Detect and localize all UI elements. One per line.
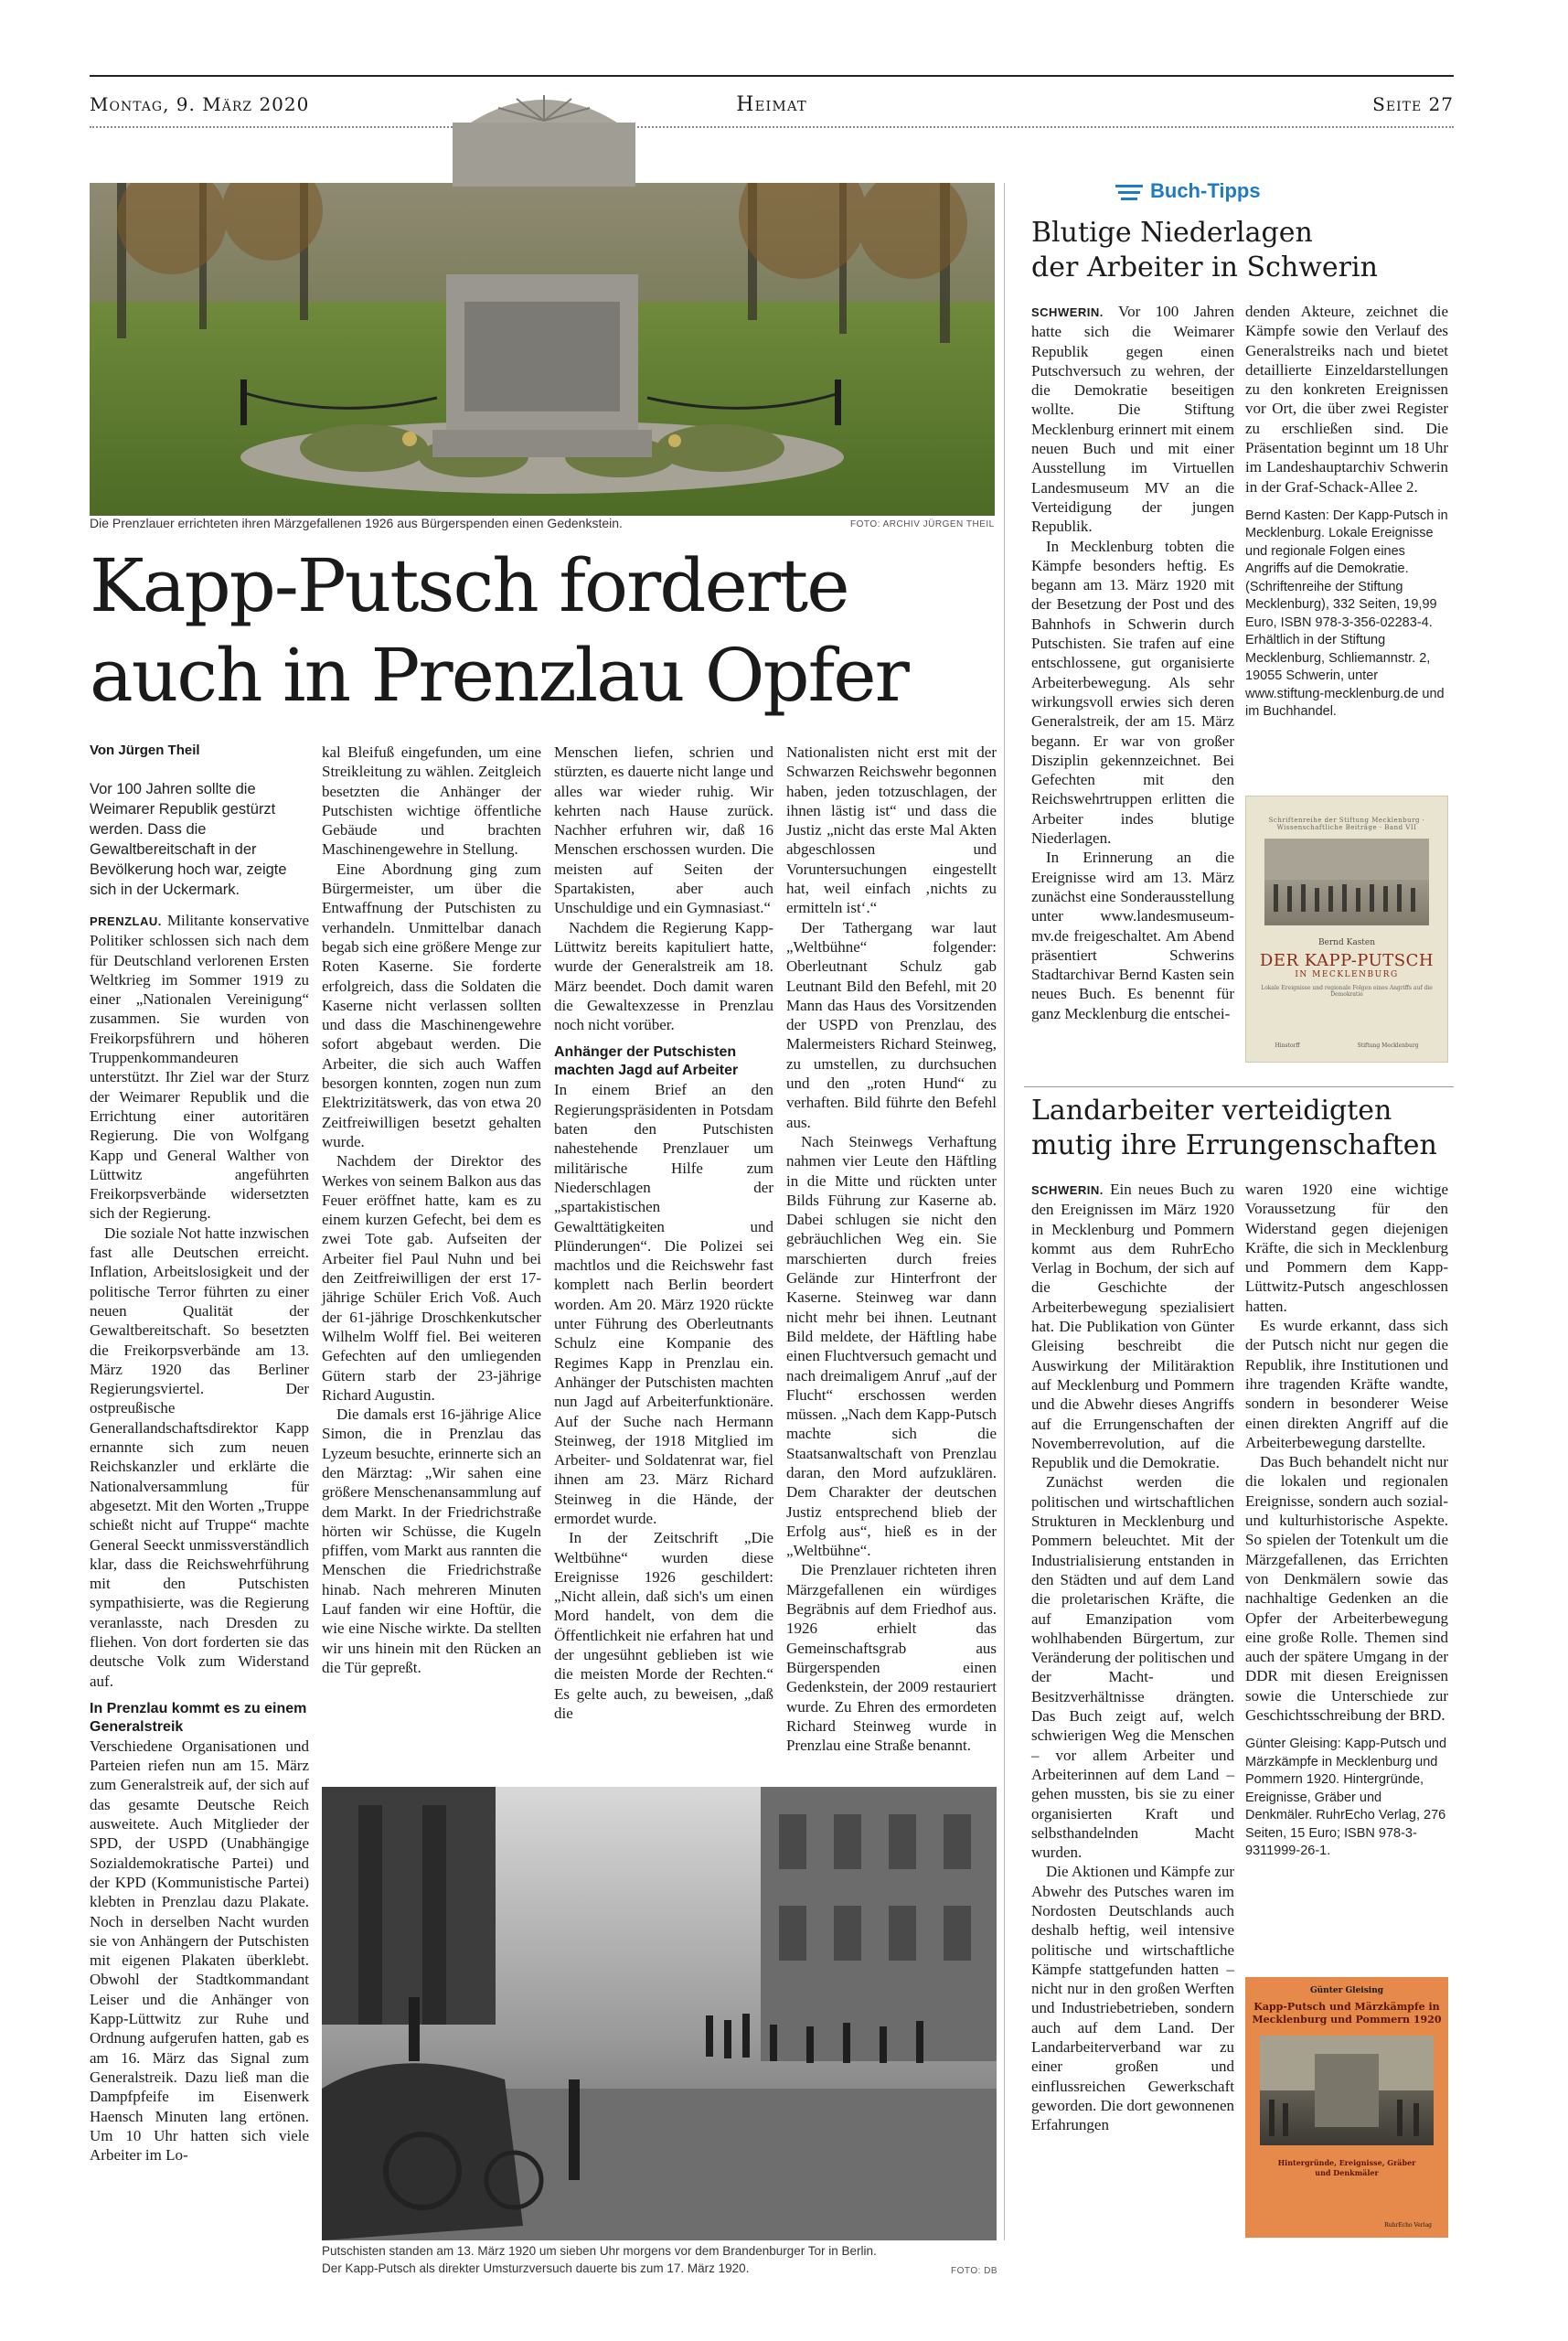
paragraph: waren 1920 eine wichtige Voraussetzung für den Widerstand gegen diejenigen Kräfte, die sich in Mecklenburg und Pommern dem Kapp-Lüttwitz-Putsch angeschlossen hatten. <box>1245 1181 1448 1315</box>
sidebar-story1-column-1 <box>1031 302 1234 1023</box>
paragraph: Nachdem der Direktor des Werkes von seinem Balkon aus das Feuer eröffnet hatte, kam es zu einem kurzen Gefecht, bei dem es zwei Tote gab. Aufseiten der Arbeiter fiel Paul Nuhn und bei den Zeitfreiwilligen der erst 17-jährige Schüler Erich Voß. Auch der 61-jährige Droschkenkutscher Wilhelm Wolff fiel. Bei weiteren Gefechten auf den umliegenden Gütern starb der 23-jährige Richard Augustin. <box>322 1152 541 1404</box>
photo2-caption-line-2: Der Kapp-Putsch als direkter Umsturzversuch dauerte bis zum 17. März 1920. <box>322 2261 750 2275</box>
paragraph <box>1031 1180 1234 1472</box>
dateline: SCHWERIN. <box>1031 305 1104 319</box>
paragraph-text: Vor 100 Jahren hatte sich die Weimarer Republik gegen einen Putschversuch zu wehren, der die Demokratie beseitigen wollte. Die Stiftung Mecklenburg erinnert mit einem neuen Buch und mit einer Ausstellung im Virtuellen Landesmuseum MV an die Verteidigung der jungen Republik. <box>1031 303 1234 536</box>
paragraph: Nachdem die Regierung Kapp-Lüttwitz bereits kapituliert hatte, wurde der Generalstreik am 18. März beendet. Doch damit waren die Gewaltexzesse in Prenzlau noch nicht vorüber. <box>554 918 773 1034</box>
cover-title <box>1245 2001 1448 2026</box>
article-headline <box>90 541 1004 721</box>
paragraph: In einem Brief an den Regierungspräsidenten in Potsdam baten den Putschisten nahestehende Prenzlauer um militärische Hilfe zum Niederschlagen der „spartakistischen Gewalttätigkeiten und Plünderungen“. Die Polizei sei machtlos und die Reichswehr fast komplett nach Berlin beordert worden. Am 20. März 1920 rückte unter Führung des Oberleutnants Schulz eine Kompanie des Regimes Kapp in Prenzlau ein. Anhänger der Putschisten machten nun Jagd auf Arbeiterfunktionäre. Auf der Suche nach Hermann Steinweg, der 1918 Mitglied im Arbeiter- und Soldatenrat war, fiel ihnen am 23. März Richard Steinweg in die Hände, der ermordet wurde. <box>554 1081 773 1527</box>
sidebar-story2-column-2 <box>1245 1180 1448 1861</box>
paragraph: Die soziale Not hatte inzwischen fast alle Deutschen erreicht. Inflation, Arbeitslosigkeit und der politische Terror führten zu einer neuen Qualität der Gewaltbereitschaft. So besetzten die Freikorpsverbände am 13. März 1920 das Berliner Regierungsviertel. Der ostpreußische Generallandschaftsdirektor Kapp ernannte sich zum neuen Reichskanzler und erklärte die Nationalversammlung für abgesetzt. Mit den Worten „Truppe schießt nicht auf Truppe“ machte General Seeckt unmissverständlich klar, dass die Reichswehrführung mit den Putschisten sympathisierte, was die Regierung veranlasste, nach Dresden zu fliehen. Von dort forderten sie das deutsche Volk zum Widerstand auf. <box>90 1224 309 1690</box>
photo2-caption <box>322 2242 998 2277</box>
cover-publisher-2: Stiftung Mecklenburg <box>1357 1042 1419 1049</box>
buch-tipps-label: Buch-Tipps <box>1150 179 1261 202</box>
paragraph: Die Aktionen und Kämpfe zur Abwehr des Putsches waren im Nordosten Deutschlands auch deshalb heftig, weil intensive politische und wirtschaftliche Kämpfe stattgefunden hatten – nicht nur in den großen Werften und Industriebetrieben, sondern auch auf dem Land. Der Landarbeiterverband war zu einer großen und einflussreichen Gewerkschaft geworden. Die dort gewonnenen Erfahrungen <box>1031 1863 1234 2134</box>
paragraph: In Mecklenburg tobten die Kämpfe besonders heftig. Es begann am 13. März 1920 mit der Besetzung der Post und des Bahnhofs in Schwerin durch Putschisten. Sie trafen auf eine entschlossene, gut organisierte Arbeiterbewegung. Als sehr wirkungsvoll erwies sich deren Generalstreik, der am 15. März begann. Er war von großer Disziplin gekennzeichnet. Bei Gefechten mit den Reichswehrtruppen erlitten die Arbeiter indes blutige Niederlagen. <box>1031 537 1234 848</box>
byline: Von Jürgen Theil <box>90 743 200 758</box>
header-dotted-rule <box>90 126 1454 128</box>
article-column-3 <box>554 743 773 1723</box>
sidebar-story2-column-1 <box>1031 1180 1234 2135</box>
paragraph-text: Militante konservative Politiker schlossen sich nach dem für Deutschland verlorenen Ersten Weltkrieg im Sommer 1919 zu einer „Nationalen Vereinigung“ zusammen. Sie wurden von Freikorpsführern und höheren Truppenkommandeuren unterstützt. Ihr Ziel war der Sturz der Weimarer Republik und die Errichtung einer autoritären Regierung. Die von Wolfgang Kapp und General Walther von Lüttwitz angeführten Freikorpsverbände widersetzten sich der Regierung. <box>90 912 310 1223</box>
paragraph: Die Prenzlauer richteten ihren Märzgefallenen ein würdiges Begräbnis auf dem Friedhof aus. 1926 erhielt das Gemeinschaftsgrab aus Bürgerspenden einen Gedenkstein, der 2009 restauriert wurde. Zu Ehren des ermordeten Richard Steinweg wurde in Prenzlau eine Straße benannt. <box>786 1561 997 1755</box>
headline-line-2: der Arbeiter in Schwerin <box>1031 251 1378 283</box>
headline-line-2: auch in Prenzlau Opfer <box>90 633 908 718</box>
memorial-stone-top <box>439 86 649 187</box>
cover-description: Lokale Ereignisse und regionale Folgen eines Angriffs auf die Demokratie <box>1261 985 1433 998</box>
sidebar-divider <box>1004 183 1005 2240</box>
sidebar-separator <box>1024 1086 1454 1087</box>
paragraph: Das Buch behandelt nicht nur die lokalen und regionalen Ereignisse, sondern auch sozial- und kulturhistorische Aspekte. So spielen der Totenkult um die Märzgefallenen, das Errichten von Denkmälern sowie das nachhaltige Gedenken an die Opfer der Arbeiterbewegung eine große Rolle. Themen sind auch der spätere Umgang in der DDR mit diesen Ereignissen sowie die Unterschiede zur Geschichtsschreibung der BRD. <box>1245 1453 1448 1725</box>
cover-publishers <box>1246 1042 1447 1049</box>
photo1-caption: Die Prenzlauer errichteten ihren Märzgefallenen 1926 aus Bürgerspenden einen Gedenkstein. <box>90 516 623 530</box>
book-info: Günter Gleising: Kapp-Putsch und Märzkämpfe in Mecklenburg und Pommern 1920. Hintergründe, Ereignisse, Gräber und Denkmäler. RuhrEcho Verlag, 276 Seiten, 15 Euro; ISBN 978-3-9311999-26-1. <box>1245 1737 1447 1859</box>
headline-line-1: Blutige Niederlagen <box>1031 217 1313 249</box>
paragraph: Es wurde erkannt, dass sich der Putsch nicht nur gegen die Republik, ihre Institutionen und ihre tragenden Kräfte wandte, sondern in besonderer Weise einen direkten Angriff auf die Arbeiterbewegung darstellte. <box>1245 1317 1448 1451</box>
photo2-caption-line-1: Putschisten standen am 13. März 1920 um sieben Uhr morgens vor dem Brandenburger Tor in Berlin. <box>322 2244 877 2258</box>
cover-title: DER KAPP-PUTSCH <box>1259 951 1435 970</box>
book-info: Bernd Kasten: Der Kapp-Putsch in Mecklenburg. Lokale Ereignisse und regionale Folgen eines Angriffs auf die Demokratie. (Schriftenreihe der Stiftung Mecklenburg), 332 Seiten, 19,99 Euro, ISBN 978-3-356-02283-4. Erhältlich in der Stiftung Mecklenburg, Schliemannstr. 2, 19055 Schwerin, unter www.stiftung-mecklenburg.de und im Buchhandel. <box>1245 508 1448 720</box>
paragraph <box>90 911 309 1224</box>
book-cover-kapp-putsch-maerzkaempfe <box>1245 1977 1448 2238</box>
book-cover-kapp-putsch-mecklenburg <box>1245 796 1448 1063</box>
paragraph: Menschen liefen, schrien und stürzten, es dauerte nicht lange und alles war wieder ruhig. Wir kehrten nach Hause zurück. Nachher erfuhren wir, daß 16 Menschen erschossen wurden. Die meisten auf Seiten der Spartakisten, aber auch Unschuldige und ein Gymnasiast.“ <box>554 743 773 917</box>
article-lead: Vor 100 Jahren sollte die Weimarer Republik gestürzt werden. Dass die Gewaltbereitschaft in der Bevölkerung hoch war, zeigte sich in der Uckermark. <box>90 781 287 898</box>
paragraph: Nationalisten nicht erst mit der Schwarzen Reichswehr begonnen haben, jeden totzuschlagen, der ihnen lästig ist“ und dass die Justiz „nicht das erste Mal Akten abgeschlossen und Voruntersuchungen eingestellt hat, weil einfach ‚nichts zu ermitteln ist‘.“ <box>786 743 997 917</box>
article-column-4 <box>786 743 997 1755</box>
page-header <box>90 93 1454 121</box>
cover-photo <box>1264 839 1429 925</box>
paragraph: In Erinnerung an die Ereignisse wird am 13. März zunächst eine Sonderausstellung unter www.landesmuseum-mv.de freigeschaltet. Am Abend präsentiert Schwerins Stadtarchivar Bernd Kasten sein neues Buch. Es benennt für ganz Mecklenburg die entschei- <box>1031 849 1234 1022</box>
cover-publisher-1: Hinstorff <box>1275 1042 1300 1049</box>
sidebar-story1-column-2 <box>1245 302 1448 722</box>
headline-line-1: Kapp-Putsch forderte <box>90 543 848 628</box>
paragraph: Eine Abordnung ging zum Bürgermeister, um über die Entwaffnung der Putschisten zu verhandeln. Unmittelbar danach begab sich eine größere Menge zur Roten Kaserne. Sie forderte erfolgreich, dass die Soldaten die Kaserne nicht verlassen sollten und dass die Maschinengewehre sofort abgebaut werden. Die Arbeiter, die sich auch Waffen besorgen konnten, zogen nun zum Elektrizitätswerk, das von etwa 20 Zeitfreiwilligen besetzt gehalten wurde. <box>322 860 541 1150</box>
subheading: Anhänger der Putschisten machten Jagd auf Arbeiter <box>554 1044 739 1079</box>
paragraph: kal Bleifuß eingefunden, um eine Streikleitung zu wählen. Zeitgleich besetzten die Anhänger der Putschisten wichtige öffentliche Gebäude und brachten Maschinengewehre in Stellung. <box>322 743 541 859</box>
cover-author: Bernd Kasten <box>1317 938 1376 947</box>
putsch-photo <box>322 1787 997 2240</box>
subheading: In Prenzlau kommt es zu einem Generalstreik <box>90 1700 307 1735</box>
cover-author: Günter Gleising <box>1309 1986 1384 1995</box>
photo2-credit: FOTO: DB <box>951 2266 998 2276</box>
paragraph: Die damals erst 16-jährige Alice Simon, die in Prenzlau das Lyzeum besuchte, erinnerte sich an den Märztag: „Wir sahen eine größere Menschenansammlung auf dem Markt. In der Friedrichstraße hörten wir Schüsse, die Kugeln pfiffen, vom Markt aus rannten die Menschen die Friedrichstraße hinab. Nach mehreren Minuten Lauf fanden wir eine Hoftür, die wie eine Nische wirkte. Da stellten wir uns hinein mit den Rücken an die Tür gepreßt. <box>322 1406 541 1676</box>
cover-publisher: RuhrEcho Verlag <box>1384 2222 1432 2229</box>
paragraph: In der Zeitschrift „Die Weltbühne“ wurden diese Ereignisse 1926 geschildert: „Nicht allein, daß sich's um einen Mord handelt, von dem die Öffentlichkeit nie erfahren hat und der ungesühnt geblieben ist wie die meisten Morde der Rechten.“ Es gelte auch, zu beweisen, „daß die <box>554 1529 773 1722</box>
paragraph: Verschiedene Organisationen und Parteien riefen nun am 15. März zum Generalstreik auf, der sich auf das gesamte Deutsche Reich ausweitete. Auch Mitglieder der SPD, der USPD (Unabhängige Sozialdemokratische Partei) und der KPD (Kommunistische Partei) klebten in Prenzlau dazu Plakate. Noch in derselben Nacht wurden sie von Anhängern der Putschisten mit eigenen Plakaten überklebt. Obwohl der Stadtkommandant Leiser und die Anhänger von Kapp-Lüttwitz zur Ruhe und Ordnung aufgerufen hatten, gab es am 16. März das Signal zum Generalstreik. Dazu ließ man die Dampfpfeife im Eisenwerk Haensch Minuten lang ertönen. Um 10 Uhr hatten sich viele Arbeiter im Lo- <box>90 1737 309 2165</box>
cover-subtitle: IN MECKLENBURG <box>1295 970 1399 979</box>
article-column-2 <box>322 743 541 1677</box>
headline-line-2: mutig ihre Errungenschaften <box>1031 1129 1437 1161</box>
memorial-photo <box>90 183 995 516</box>
paragraph: Der Tathergang war laut „Weltbühne“ folgender: Oberleutnant Schulz gab Leutnant Bild den Befehl, mit 20 Mann das Haus des Vorsitzenden der USPD von Prenzlau, des Malermeisters Richard Steinweg, zu umstellen, zu durchsuchen und den „roten Hund“ zu verhaften. Bild führte den Befehl aus. <box>786 918 997 1131</box>
cover-photo <box>1260 2036 1434 2145</box>
headline-line-1: Landarbeiter verteidigten <box>1031 1095 1392 1127</box>
paragraph-text: Ein neues Buch zu den Ereignissen im März 1920 in Mecklenburg und Pommern kommt aus dem RuhrEcho Verlag in Bochum, der sich auf die Geschichte der Arbeiterbewegung spezialisiert hat. Die Publikation von Günter Gleising beschreibt die Auswirkung der Militäraktion auf Mecklenburg und Pommern und die Abwehr dieses Angriffs auf die Errungenschaften der Novemberrevolution, auf die Republik und die Demokratie. <box>1031 1181 1234 1472</box>
cover-series: Schriftenreihe der Stiftung Mecklenburg · Wissenschaftliche Beiträge · Band VII <box>1268 817 1425 831</box>
cover-description <box>1245 2158 1448 2178</box>
sidebar-story2-headline <box>1031 1094 1452 1163</box>
speed-lines-icon <box>1115 185 1145 201</box>
paragraph <box>1031 302 1234 537</box>
cover-description-line-2: und Denkmäler <box>1315 2168 1379 2177</box>
paragraph: denden Akteure, zeichnet die Kämpfe sowie den Verlauf des Generalstreiks nach und bietet detaillierte Einzeldarstellungen zu den konkreten Ereignissen vor Ort, die über zwei Register zu erschließen sind. Die Präsentation beginnt um 18 Uhr im Landeshauptarchiv Schwerin in der Graf-Schack-Allee 2. <box>1245 303 1448 496</box>
sidebar-story1-headline <box>1031 216 1452 285</box>
issue-date: Montag, 9. März 2020 <box>90 93 310 115</box>
article-column-1 <box>90 911 309 2165</box>
paragraph: Nach Steinwegs Verhaftung nahmen vier Leute den Häftling in die Mitte und rückten unter Bilds Führung zur Kaserne ab. Dabei schlugen sie nicht den gebräuchlichen Weg ein. Sie marschierten durch freies Gelände zur Hinterfront der Kaserne. Steinweg war dann nicht mehr bei ihnen. Leutnant Bild meldete, der Häftling habe einen Fluchtversuch gemacht und nach dreimaligem Anruf „auf der Flucht“ erschossen werden müssen. „Nach dem Kapp-Putsch machte sich die Staatsanwaltschaft von Prenzlau daran, den Mord aufzuklären. Dem Charakter der deutschen Justiz entsprechend blieb der Erfolg aus“, hieß es in der „Weltbühne“. <box>786 1132 997 1560</box>
photo1-credit: FOTO: ARCHIV JÜRGEN THEIL <box>850 519 995 529</box>
cover-title-line-1: Kapp-Putsch und Märzkämpfe in <box>1253 2001 1440 2013</box>
header-top-rule <box>90 75 1454 77</box>
cover-description-line-1: Hintergründe, Ereignisse, Gräber <box>1277 2158 1416 2167</box>
page-number: Seite 27 <box>1372 93 1454 115</box>
cover-title-line-2: Mecklenburg und Pommern 1920 <box>1252 2014 1442 2026</box>
paragraph: Zunächst werden die politischen und wirtschaftlichen Strukturen in Mecklenburg und Pommern beleuchtet. Mit der Industrialisierung entstanden in den Städten und auf dem Land die proletarischen Kräfte, die auf Emanzipation vom wohlhabenden Bürgertum, zur Veränderung der politischen und der Macht- und Besitzverhältnisse drängten. Das Buch zeigt auf, welch schwierigen Weg die Menschen – vor allem Arbeiter und Arbeiterinnen auf dem Land – gehen mussten, bis sie zu einer organisierten Kraft und selbsthandelnden Macht wurden. <box>1031 1473 1234 1862</box>
dateline: PRENZLAU. <box>90 914 162 928</box>
dateline: SCHWERIN. <box>1031 1183 1104 1197</box>
section-title: Heimat <box>736 93 807 116</box>
